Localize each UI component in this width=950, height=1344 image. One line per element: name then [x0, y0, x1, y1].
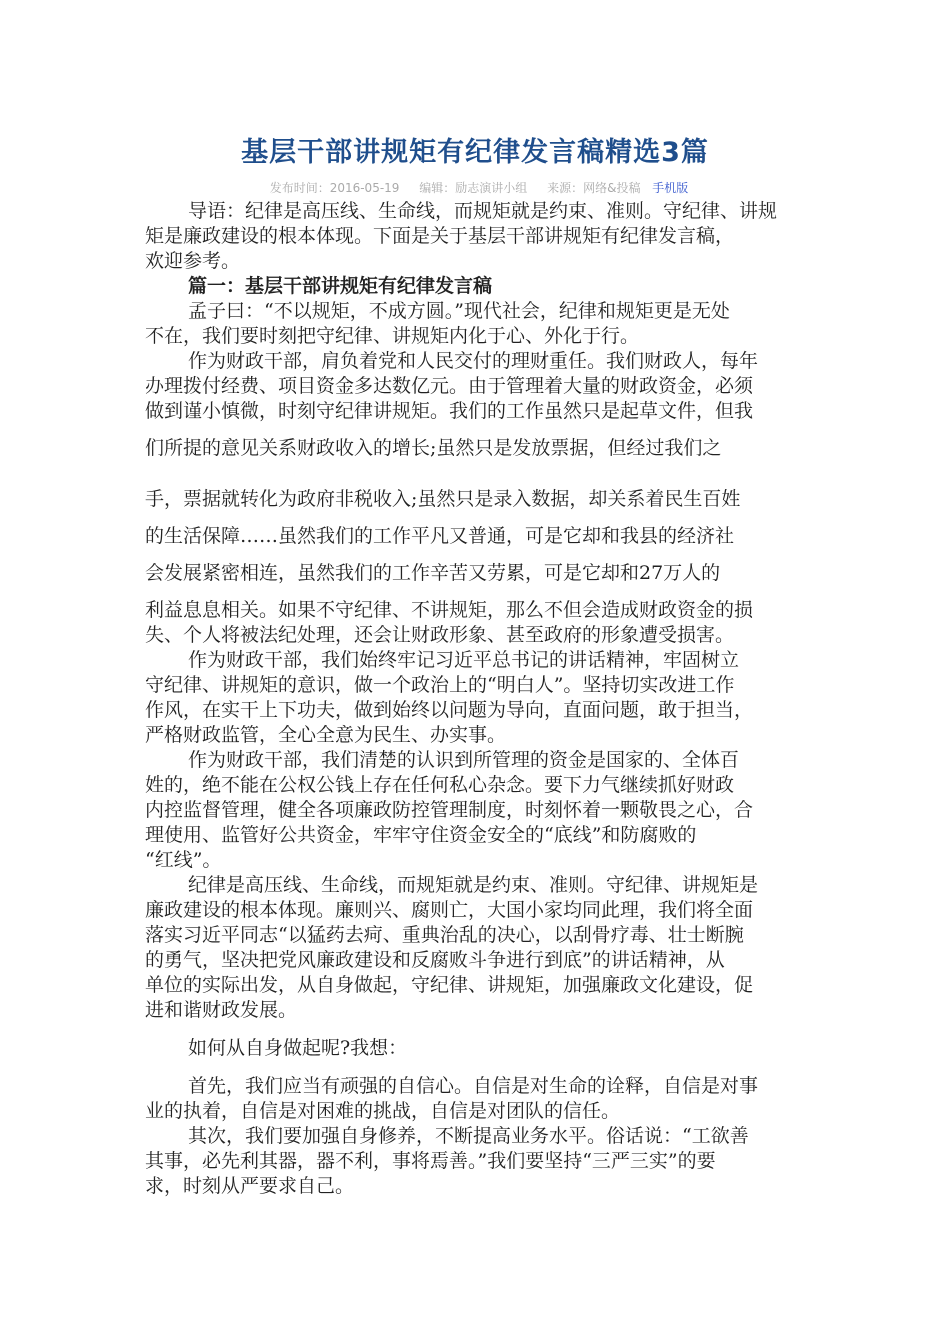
body-line: “红线”。 — [145, 849, 222, 871]
body-line: 守纪律、讲规矩的意识，做一个政治上的“明白人”。坚持切实改进工作 — [145, 674, 735, 696]
body-line: 纪律是高压线、生命线，而规矩就是约束、准则。守纪律、讲规矩是 — [188, 874, 759, 896]
section-heading: 篇一：基层干部讲规矩有纪律发言稿 — [188, 275, 493, 297]
body-line: 的勇气，坚决把党风廉政建设和反腐败斗争进行到底”的讲话精神，从 — [145, 949, 725, 971]
body-line: 进和谐财政发展。 — [145, 999, 298, 1021]
body-line: 单位的实际出发，从自身做起，守纪律、讲规矩，加强廉政文化建设，促 — [145, 974, 754, 996]
body-line: 理使用、监管好公共资金，牢牢守住资金安全的“底线”和防腐败的 — [145, 824, 697, 846]
body-line: 不在，我们要时刻把守纪律、讲规矩内化于心、外化于行。 — [145, 325, 640, 347]
body-line: 如何从自身做起呢?我想： — [188, 1037, 408, 1059]
body-line: 作为财政干部，我们清楚的认识到所管理的资金是国家的、全体百 — [188, 749, 740, 771]
body-line: 孟子曰：“不以规矩，不成方圆。”现代社会，纪律和规矩更是无处 — [188, 300, 730, 322]
article-meta — [0, 179, 950, 196]
body-line: 廉政建设的根本体现。廉则兴、腐则亡，大国小家均同此理，我们将全面 — [145, 899, 754, 921]
body-line: 求，时刻从严要求自己。 — [145, 1175, 355, 1197]
body-line: 作为财政干部，肩负着党和人民交付的理财重任。我们财政人，每年 — [188, 350, 759, 372]
body-line: 其事，必先利其器，器不利，事将焉善。”我们要坚持“三严三实”的要 — [145, 1150, 716, 1172]
body-line: 业的执着，自信是对困难的挑战，自信是对团队的信任。 — [145, 1100, 621, 1122]
source: 来源：网络&投稿 — [547, 181, 641, 195]
publish-time: 发布时间：2016-05-19 — [269, 181, 400, 195]
body-line: 做到谨小慎微，时刻守纪律讲规矩。我们的工作虽然只是起草文件，但我 — [145, 400, 754, 422]
body-line: 落实习近平同志“以猛药去疴、重典治乱的决心，以刮骨疗毒、壮士断腕 — [145, 924, 744, 946]
mobile-version-link[interactable]: 手机版 — [652, 181, 689, 195]
editor: 编辑：励志演讲小组 — [419, 181, 528, 195]
body-line: 严格财政监管，全心全意为民生、办实事。 — [145, 724, 507, 746]
body-line: 作风，在实干上下功夫，做到始终以问题为导向，直面问题，敢于担当， — [145, 699, 754, 721]
body-line: 内控监督管理，健全各项廉政防控管理制度，时刻怀着一颗敬畏之心，合 — [145, 799, 754, 821]
body-line: 会发展紧密相连，虽然我们的工作辛苦又劳累，可是它却和27万人的 — [145, 562, 721, 584]
body-line: 们所提的意见关系财政收入的增长;虽然只是发放票据，但经过我们之 — [145, 437, 722, 459]
article-title: 基层干部讲规矩有纪律发言稿精选3篇 — [241, 137, 709, 168]
body-line: 导语：纪律是高压线、生命线，而规矩就是约束、准则。守纪律、讲规 — [188, 200, 778, 222]
body-line: 的生活保障……虽然我们的工作平凡又普通，可是它却和我县的经济社 — [145, 525, 735, 547]
body-line: 利益息息相关。如果不守纪律、不讲规矩，那么不但会造成财政资金的损 — [145, 599, 754, 621]
body-line: 手，票据就转化为政府非税收入;虽然只是录入数据，却关系着民生百姓 — [145, 488, 741, 510]
body-line: 办理拨付经费、项目资金多达数亿元。由于管理着大量的财政资金，必须 — [145, 375, 754, 397]
body-line: 姓的，绝不能在公权公钱上存在任何私心杂念。要下力气继续抓好财政 — [145, 774, 735, 796]
body-line: 作为财政干部，我们始终牢记习近平总书记的讲话精神，牢固树立 — [188, 649, 740, 671]
body-line: 欢迎参考。 — [145, 250, 241, 272]
body-line: 首先，我们应当有顽强的自信心。自信是对生命的诠释，自信是对事 — [188, 1075, 759, 1097]
body-line: 其次，我们要加强自身修养，不断提高业务水平。俗话说：“工欲善 — [188, 1125, 749, 1147]
body-line: 矩是廉政建设的根本体现。下面是关于基层干部讲规矩有纪律发言稿， — [145, 225, 735, 247]
body-line: 失、个人将被法纪处理，还会让财政形象、甚至政府的形象遭受损害。 — [145, 624, 735, 646]
